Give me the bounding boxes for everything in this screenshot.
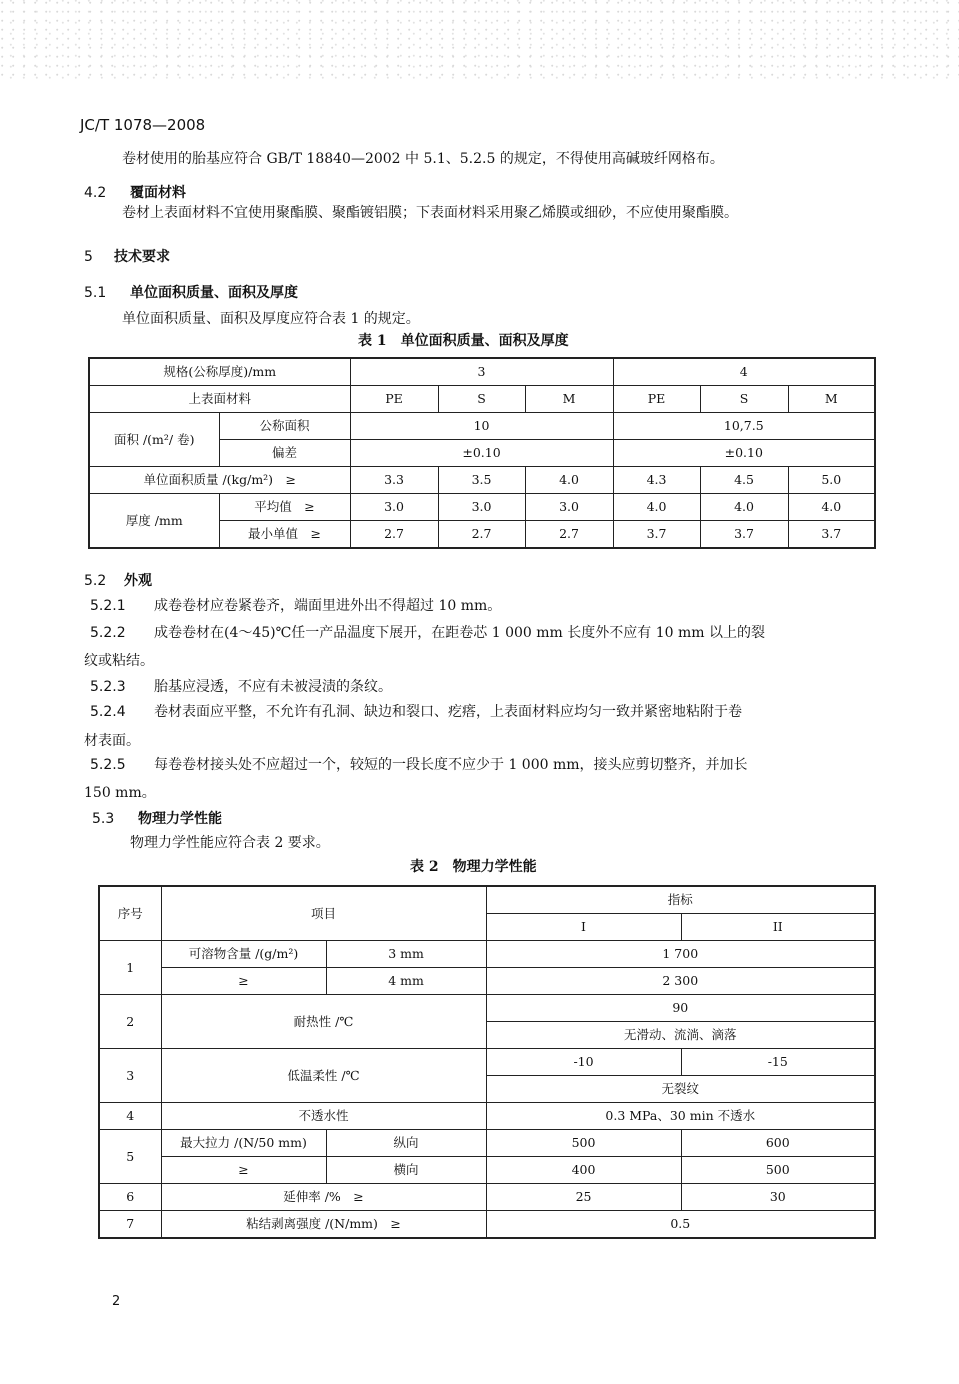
- table-2-seq: 5: [99, 1130, 161, 1184]
- table-2-value: -10: [486, 1049, 681, 1076]
- table-1-min-value: 3.7: [613, 521, 700, 549]
- paragraph-5-3: 物理力学性能应符合表 2 要求。: [130, 835, 330, 851]
- table-2-item: 低温柔性 /℃: [161, 1049, 486, 1103]
- table-1-mass-value: 5.0: [788, 467, 875, 494]
- clause-5-2-1-text: 成卷卷材应卷紧卷齐，端面里进外出不得超过 10 mm。: [154, 598, 502, 614]
- table-1-spec-label: 规格(公称厚度)/mm: [89, 358, 350, 386]
- table-2-value: 2 300: [486, 968, 875, 995]
- table-2-subitem: 横向: [326, 1157, 486, 1184]
- table-1-nominal-4: 10,7.5: [613, 413, 875, 440]
- clause-5-2-4-continued: 材表面。: [84, 733, 140, 749]
- table-2-seq: 3: [99, 1049, 161, 1103]
- table-1-avg-label: 平均值 ≥: [219, 494, 350, 521]
- table-2-value: 无裂纹: [486, 1076, 875, 1103]
- table-1-min-value: 3.7: [700, 521, 788, 549]
- table-2-subitem: 4 mm: [326, 968, 486, 995]
- table-1-min-label: 最小单值 ≥: [219, 521, 350, 549]
- page-number: 2: [112, 1294, 121, 1309]
- clause-5-2-3-text: 胎基应浸透，不应有未被浸渍的条纹。: [154, 679, 392, 695]
- table-2-value: 25: [486, 1184, 681, 1211]
- table-2-seq: 4: [99, 1103, 161, 1130]
- table-2-subitem: 3 mm: [326, 941, 486, 968]
- table-2: [98, 885, 876, 1239]
- table-1-min-value: 3.7: [788, 521, 875, 549]
- table-2-seq: 7: [99, 1211, 161, 1239]
- section-5-3-title: 物理力学性能: [138, 811, 222, 827]
- table-2-value: 0.5: [486, 1211, 875, 1239]
- table-1: [88, 357, 876, 549]
- table-1-mass-label: 单位面积质量 /(kg/m²) ≥: [89, 467, 350, 494]
- section-5-1-number: 5.1: [84, 285, 107, 301]
- table-1-surface: PE: [613, 386, 700, 413]
- clause-5-2-5-number: 5.2.5: [90, 757, 126, 773]
- clause-5-2-2-text: 成卷卷材在(4～45)℃任一产品温度下展开，在距卷芯 1 000 mm 长度外不应有 10 mm 以上的裂: [154, 625, 766, 641]
- clause-5-2-5-text: 每卷卷材接头处不应超过一个，较短的一段长度不应少于 1 000 mm，接头应剪切整齐，并加长: [154, 757, 748, 773]
- table-2-item: 延伸率 /% ≥: [161, 1184, 486, 1211]
- table-2-item-geq: ≥: [161, 968, 326, 995]
- table-2-seq-label: 序号: [99, 886, 161, 941]
- table-1-deviation-label: 偏差: [219, 440, 350, 467]
- table-1-deviation-4: ±0.10: [613, 440, 875, 467]
- table-1-mass-value: 4.3: [613, 467, 700, 494]
- table-1-min-value: 2.7: [525, 521, 613, 549]
- table-1-min-value: 2.7: [438, 521, 525, 549]
- table-1-surface-label: 上表面材料: [89, 386, 350, 413]
- scan-noise: [0, 0, 959, 80]
- section-5-title: 技术要求: [114, 249, 170, 265]
- table-2-grade-2: II: [681, 914, 875, 941]
- table-2-value: -15: [681, 1049, 875, 1076]
- section-5-3-number: 5.3: [92, 811, 115, 827]
- table-2-subitem: 纵向: [326, 1130, 486, 1157]
- table-2-seq: 1: [99, 941, 161, 995]
- table-2-item: 不透水性: [161, 1103, 486, 1130]
- table-1-surface: M: [788, 386, 875, 413]
- table-2-value: 500: [681, 1157, 875, 1184]
- table-2-value: 30: [681, 1184, 875, 1211]
- clause-5-2-1-number: 5.2.1: [90, 598, 126, 614]
- paragraph-5-1: 单位面积质量、面积及厚度应符合表 1 的规定。: [122, 311, 420, 327]
- table-2-item: 粘结剥离强度 /(N/mm) ≥: [161, 1211, 486, 1239]
- clause-5-2-2-number: 5.2.2: [90, 625, 126, 641]
- section-4-2-title: 覆面材料: [130, 185, 186, 201]
- table-1-avg-value: 4.0: [613, 494, 700, 521]
- table-2-value: 1 700: [486, 941, 875, 968]
- table-1-surface: PE: [350, 386, 438, 413]
- section-5-2-title: 外观: [124, 573, 152, 589]
- table-2-index-label: 指标: [486, 886, 875, 914]
- table-2-value: 90: [486, 995, 875, 1022]
- table-2-item: 耐热性 /℃: [161, 995, 486, 1049]
- table-2-item: 最大拉力 /(N/50 mm): [161, 1130, 326, 1157]
- paragraph-4-2: 卷材上表面材料不宜使用聚酯膜、聚酯镀铝膜；下表面材料采用聚乙烯膜或细砂，不应使用聚酯膜。: [122, 205, 738, 221]
- section-5-2-number: 5.2: [84, 573, 107, 589]
- table-1-avg-value: 4.0: [788, 494, 875, 521]
- table-2-item: 可溶物含量 /(g/m²): [161, 941, 326, 968]
- table-2-seq: 6: [99, 1184, 161, 1211]
- table-1-deviation-3: ±0.10: [350, 440, 613, 467]
- section-5-number: 5: [84, 249, 93, 265]
- table-1-nominal-label: 公称面积: [219, 413, 350, 440]
- table-1-avg-value: 3.0: [438, 494, 525, 521]
- table-2-value: 0.3 MPa、30 min 不透水: [486, 1103, 875, 1130]
- clause-5-2-4-text: 卷材表面应平整，不允许有孔洞、缺边和裂口、疙瘩，上表面材料应均匀一致并紧密地粘附于卷: [154, 704, 742, 720]
- table-1-nominal-3: 10: [350, 413, 613, 440]
- table-1-caption: 表 1 单位面积质量、面积及厚度: [358, 333, 569, 349]
- table-2-caption: 表 2 物理力学性能: [410, 859, 537, 875]
- table-2-value: 无滑动、流淌、滴落: [486, 1022, 875, 1049]
- table-1-avg-value: 3.0: [350, 494, 438, 521]
- table-1-thickness-label: 厚度 /mm: [89, 494, 219, 549]
- section-4-2-number: 4.2: [84, 185, 107, 201]
- table-1-avg-value: 3.0: [525, 494, 613, 521]
- table-2-item-geq: ≥: [161, 1157, 326, 1184]
- table-1-min-value: 2.7: [350, 521, 438, 549]
- table-1-surface: S: [438, 386, 525, 413]
- table-1-surface: S: [700, 386, 788, 413]
- table-2-item-label: 项目: [161, 886, 486, 941]
- table-1-avg-value: 4.0: [700, 494, 788, 521]
- table-1-area-label: 面积 /(m²/ 卷): [89, 413, 219, 467]
- table-1-mass-value: 3.3: [350, 467, 438, 494]
- table-1-thickness-4: 4: [613, 358, 875, 386]
- table-2-value: 600: [681, 1130, 875, 1157]
- table-1-mass-value: 4.5: [700, 467, 788, 494]
- table-2-grade-1: I: [486, 914, 681, 941]
- table-2-value: 400: [486, 1157, 681, 1184]
- clause-5-2-2-continued: 纹或粘结。: [84, 653, 154, 669]
- paragraph-base-material: 卷材使用的胎基应符合 GB/T 18840—2002 中 5.1、5.2.5 的规定，不得使用高碱玻纤网格布。: [122, 151, 724, 167]
- table-1-surface: M: [525, 386, 613, 413]
- table-2-seq: 2: [99, 995, 161, 1049]
- clause-5-2-3-number: 5.2.3: [90, 679, 126, 695]
- section-5-1-title: 单位面积质量、面积及厚度: [130, 285, 298, 301]
- clause-5-2-5-continued: 150 mm。: [84, 785, 156, 801]
- table-2-value: 500: [486, 1130, 681, 1157]
- standard-code: JC/T 1078—2008: [80, 116, 206, 134]
- table-1-mass-value: 3.5: [438, 467, 525, 494]
- table-1-thickness-3: 3: [350, 358, 613, 386]
- clause-5-2-4-number: 5.2.4: [90, 704, 126, 720]
- table-1-mass-value: 4.0: [525, 467, 613, 494]
